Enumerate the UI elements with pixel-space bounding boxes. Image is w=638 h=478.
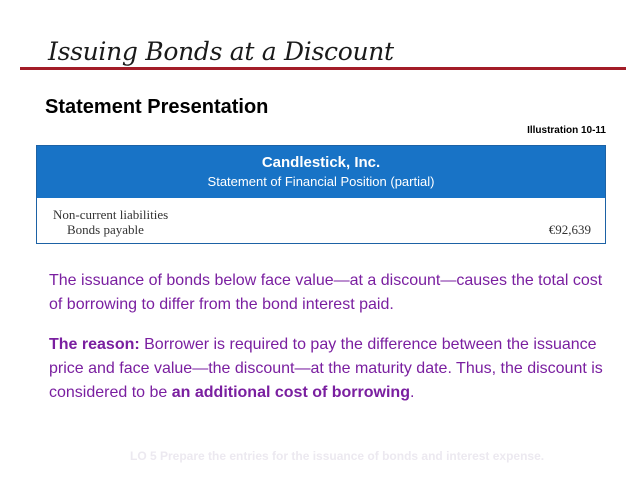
line-item-label: Bonds payable xyxy=(67,222,144,237)
reason-label: The reason: xyxy=(49,336,140,353)
reason-end: . xyxy=(409,384,415,401)
section-label: Non-current liabilities xyxy=(53,207,169,222)
title-divider xyxy=(20,67,626,70)
company-name: Candlestick, Inc. xyxy=(261,154,381,171)
statement-line-item xyxy=(53,222,605,237)
line-item-amount: €92,639 xyxy=(548,222,591,237)
statement-body xyxy=(37,198,605,237)
statement-title: Statement of Financial Position (partial) xyxy=(207,174,435,189)
learning-objective-footer: LO 5 Prepare the entries for the issuance of bonds and interest expense. xyxy=(130,449,545,463)
financial-statement-table xyxy=(36,145,606,244)
statement-header xyxy=(37,146,605,198)
reason-emphasis: an additional cost of borrowing xyxy=(171,384,410,401)
reason-text: Borrower is required to pay the difference between the issuance price and face value—the discount—at the maturity date. Thus, the discount is considered to be xyxy=(49,336,603,401)
section-subtitle: Statement Presentation xyxy=(45,96,269,118)
explanation-paragraph: The issuance of bonds below face value—at a discount—causes the total cost of borrowing to differ from the bond interest paid. xyxy=(49,272,603,313)
illustration-reference: Illustration 10-11 xyxy=(527,125,606,136)
reason-paragraph xyxy=(49,333,619,405)
slide-title: Issuing Bonds at a Discount xyxy=(48,37,394,66)
